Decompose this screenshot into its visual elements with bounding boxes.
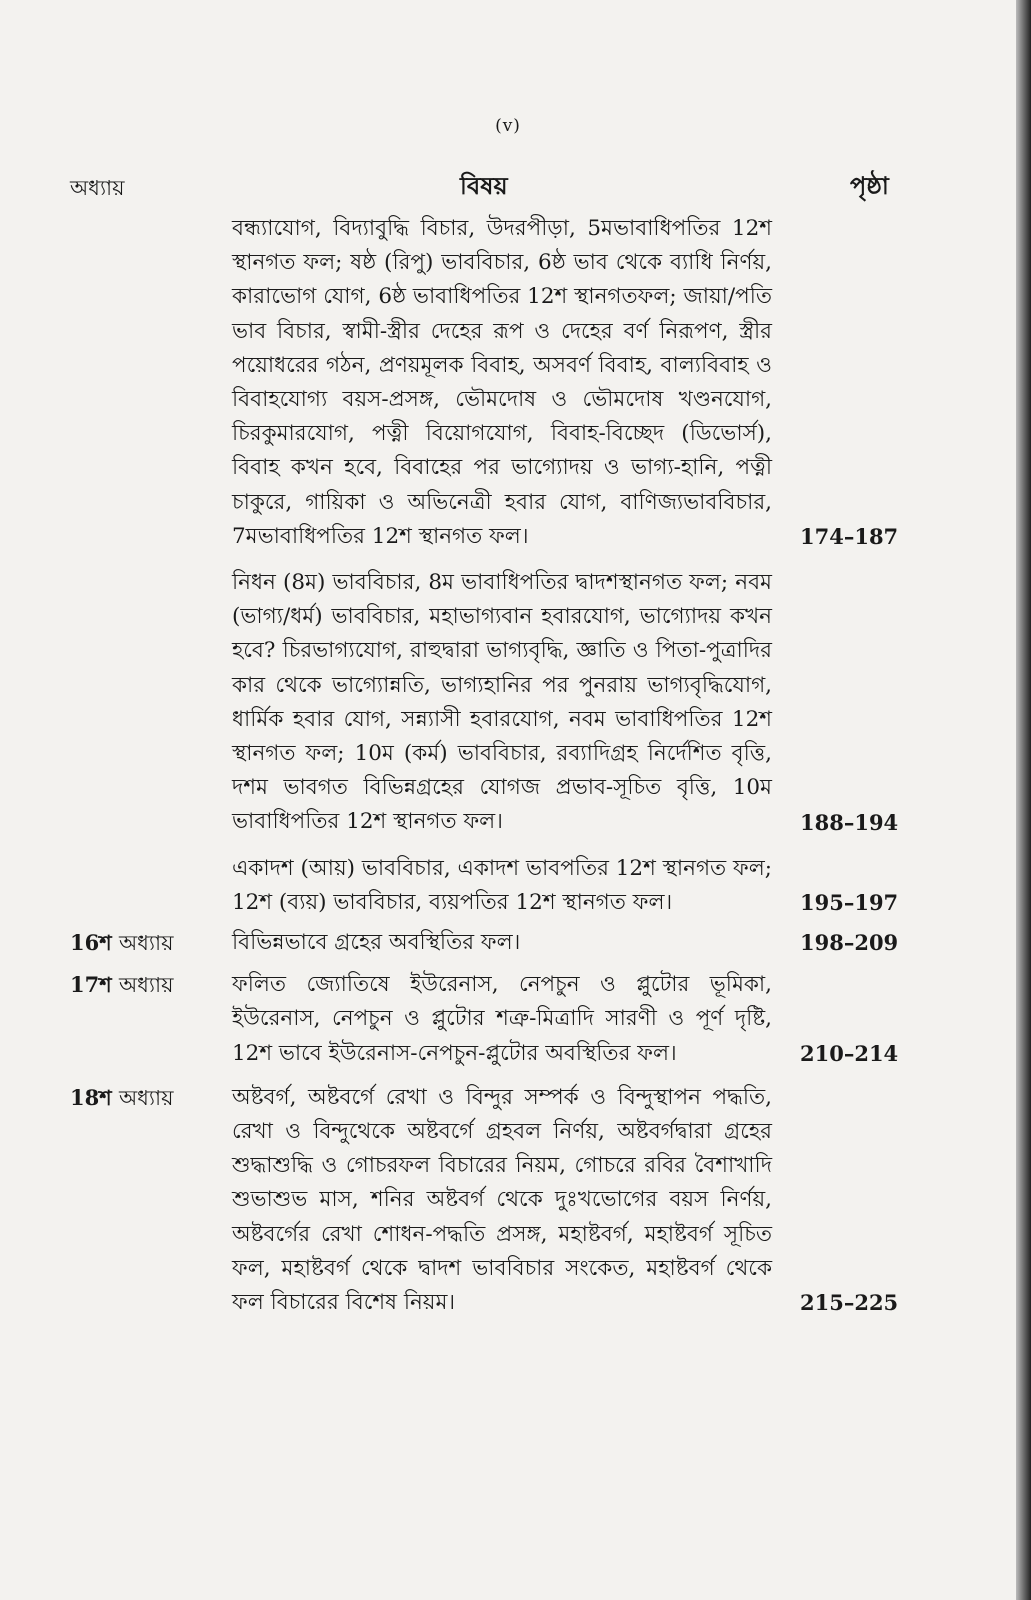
- toc-entry-subject: একাদশ (আয়) ভাববিচার, একাদশ ভাবপতির 12শ স্থানগত ফল; 12শ (ব্যয়) ভাববিচার, ব্যয়পতির 12শ স্থানগত ফল।: [232, 855, 772, 915]
- toc-entry-subject: নিধন (8ম) ভাববিচার, 8ম ভাবাধিপতির দ্বাদশস্থানগত ফল; নবম (ভাগ্য/ধর্ম) ভাববিচার, মহাভাগ্যবান হবারযোগ, ভাগ্যোদয় কখন হবে? চিরভাগ্যযোগ, রাহুদ্বারা ভাগ্যবৃদ্ধি, জ্ঞাতি ও পিতা-পুত্রাদির কার থেকে ভাগ্যোন্নতি, ভাগ্যহানির পর পুনরায় ভাগ্যবৃদ্ধিযোগ, ধার্মিক হবার যোগ, সন্ন্যাসী হবারযোগ, নবম ভাবাধিপতির 12শ স্থানগত ফল; 10ম (কর্ম) ভাববিচার, রব্যাদিগ্রহ নির্দেশিত বৃত্তি, দশম ভাবগত বিভিন্নগ্রহের যোগজ প্রভাব-সূচিত বৃত্তি, 10ম ভাবাধিপতির 12শ স্থানগত ফল।: [232, 570, 772, 835]
- toc-entry-pages: 210–214: [800, 1040, 899, 1066]
- toc-entry-pages: 195–197: [800, 890, 899, 916]
- chapter-number: 18শ: [70, 1084, 112, 1110]
- column-header-chapter: অধ্যায়: [70, 176, 125, 200]
- toc-entry-chapter: [70, 968, 230, 1002]
- column-header-subject: বিষয়: [460, 171, 508, 200]
- chapter-word: অধ্যায়: [118, 931, 174, 956]
- toc-entry-chapter: [70, 926, 230, 960]
- toc-entry-subject: বিভিন্নভাবে গ্রহের অবস্থিতির ফল।: [232, 930, 521, 956]
- toc-entry: [0, 852, 1016, 920]
- chapter-number: 16শ: [70, 930, 112, 956]
- toc-entry: [0, 212, 1016, 554]
- chapter-word: অধ্যায়: [118, 973, 174, 998]
- table-of-contents: [0, 212, 1016, 1324]
- page-number: (v): [495, 116, 521, 136]
- toc-entry-subject: বন্ধ্যাযোগ, বিদ্যাবুদ্ধি বিচার, উদরপীড়া, 5মভাবাধিপতির 12শ স্থানগত ফল; ষষ্ঠ (রিপু) ভাববিচার, 6ষ্ঠ ভাব থেকে ব্যাধি নির্ণয়, কারাভোগ যোগ, 6ষ্ঠ ভাবাধিপতির 12শ স্থানগতফল; জায়া/পতি ভাব বিচার, স্বামী-স্ত্রীর দেহের রূপ ও দেহের বর্ণ নিরূপণ, স্ত্রীর পয়োধরের গঠন, প্রণয়মূলক বিবাহ, অসবর্ণ বিবাহ, বাল্যবিবাহ ও বিবাহযোগ্য বয়স-প্রসঙ্গ, ভৌমদোষ ও ভৌমদোষ খণ্ডনযোগ, চিরকুমারযোগ, পত্নী বিয়োগযোগ, বিবাহ-বিচ্ছেদ (ডিভোর্স), বিবাহ কখন হবে, বিবাহের পর ভাগ্যোদয় ও ভাগ্য-হানি, পত্নী চাকুরে, গায়িকা ও অভিনেত্রী হবার যোগ, বাণিজ্যভাববিচার, 7মভাবাধিপতির 12শ স্থানগত ফল।: [232, 216, 772, 549]
- toc-entry: [0, 926, 1016, 960]
- chapter-number: 17শ: [70, 972, 112, 998]
- toc-entry: [0, 1081, 1016, 1320]
- toc-entry-subject: অষ্টবর্গ, অষ্টবর্গে রেখা ও বিন্দুর সম্পর্ক ও বিন্দুস্থাপন পদ্ধতি, রেখা ও বিন্দুথেকে অষ্টবর্গে গ্রহবল নির্ণয়, অষ্টবর্গদ্বারা গ্রহের শুদ্ধাশুদ্ধি ও গোচরফল বিচারের নিয়ম, গোচরে রবির বৈশাখাদি শুভাশুভ মাস, শনির অষ্টবর্গ থেকে দুঃখভোগের বয়স নির্ণয়, অষ্টবর্গের রেখা শোধন-পদ্ধতি প্রসঙ্গ, মহাষ্টবর্গ, মহাষ্টবর্গ সূচিত ফল, মহাষ্টবর্গ থেকে দ্বাদশ ভাববিচার সংকেত, মহাষ্টবর্গ থেকে ফল বিচারের বিশেষ নিয়ম।: [232, 1084, 772, 1316]
- chapter-word: অধ্যায়: [118, 1085, 174, 1110]
- toc-entry: [0, 566, 1016, 840]
- toc-entry-chapter: [70, 1081, 230, 1115]
- toc-entry-pages: 188–194: [800, 809, 899, 835]
- column-header-page: পৃষ্ঠা: [850, 171, 889, 200]
- page-edge-shadow: [1016, 0, 1031, 1600]
- toc-entry: [0, 968, 1016, 1071]
- toc-entry-pages: 215–225: [800, 1290, 899, 1316]
- toc-entry-subject: ফলিত জ্যোতিষে ইউরেনাস, নেপচুন ও প্লুটোর ভূমিকা, ইউরেনাস, নেপচুন ও প্লুটোর শত্রু-মিত্রাদি সারণী ও পূর্ণ দৃষ্টি, 12শ ভাবে ইউরেনাস-নেপচুন-প্লুটোর অবস্থিতির ফল।: [232, 972, 772, 1066]
- toc-entry-pages: 198–209: [800, 930, 899, 956]
- toc-entry-pages: 174–187: [800, 524, 899, 550]
